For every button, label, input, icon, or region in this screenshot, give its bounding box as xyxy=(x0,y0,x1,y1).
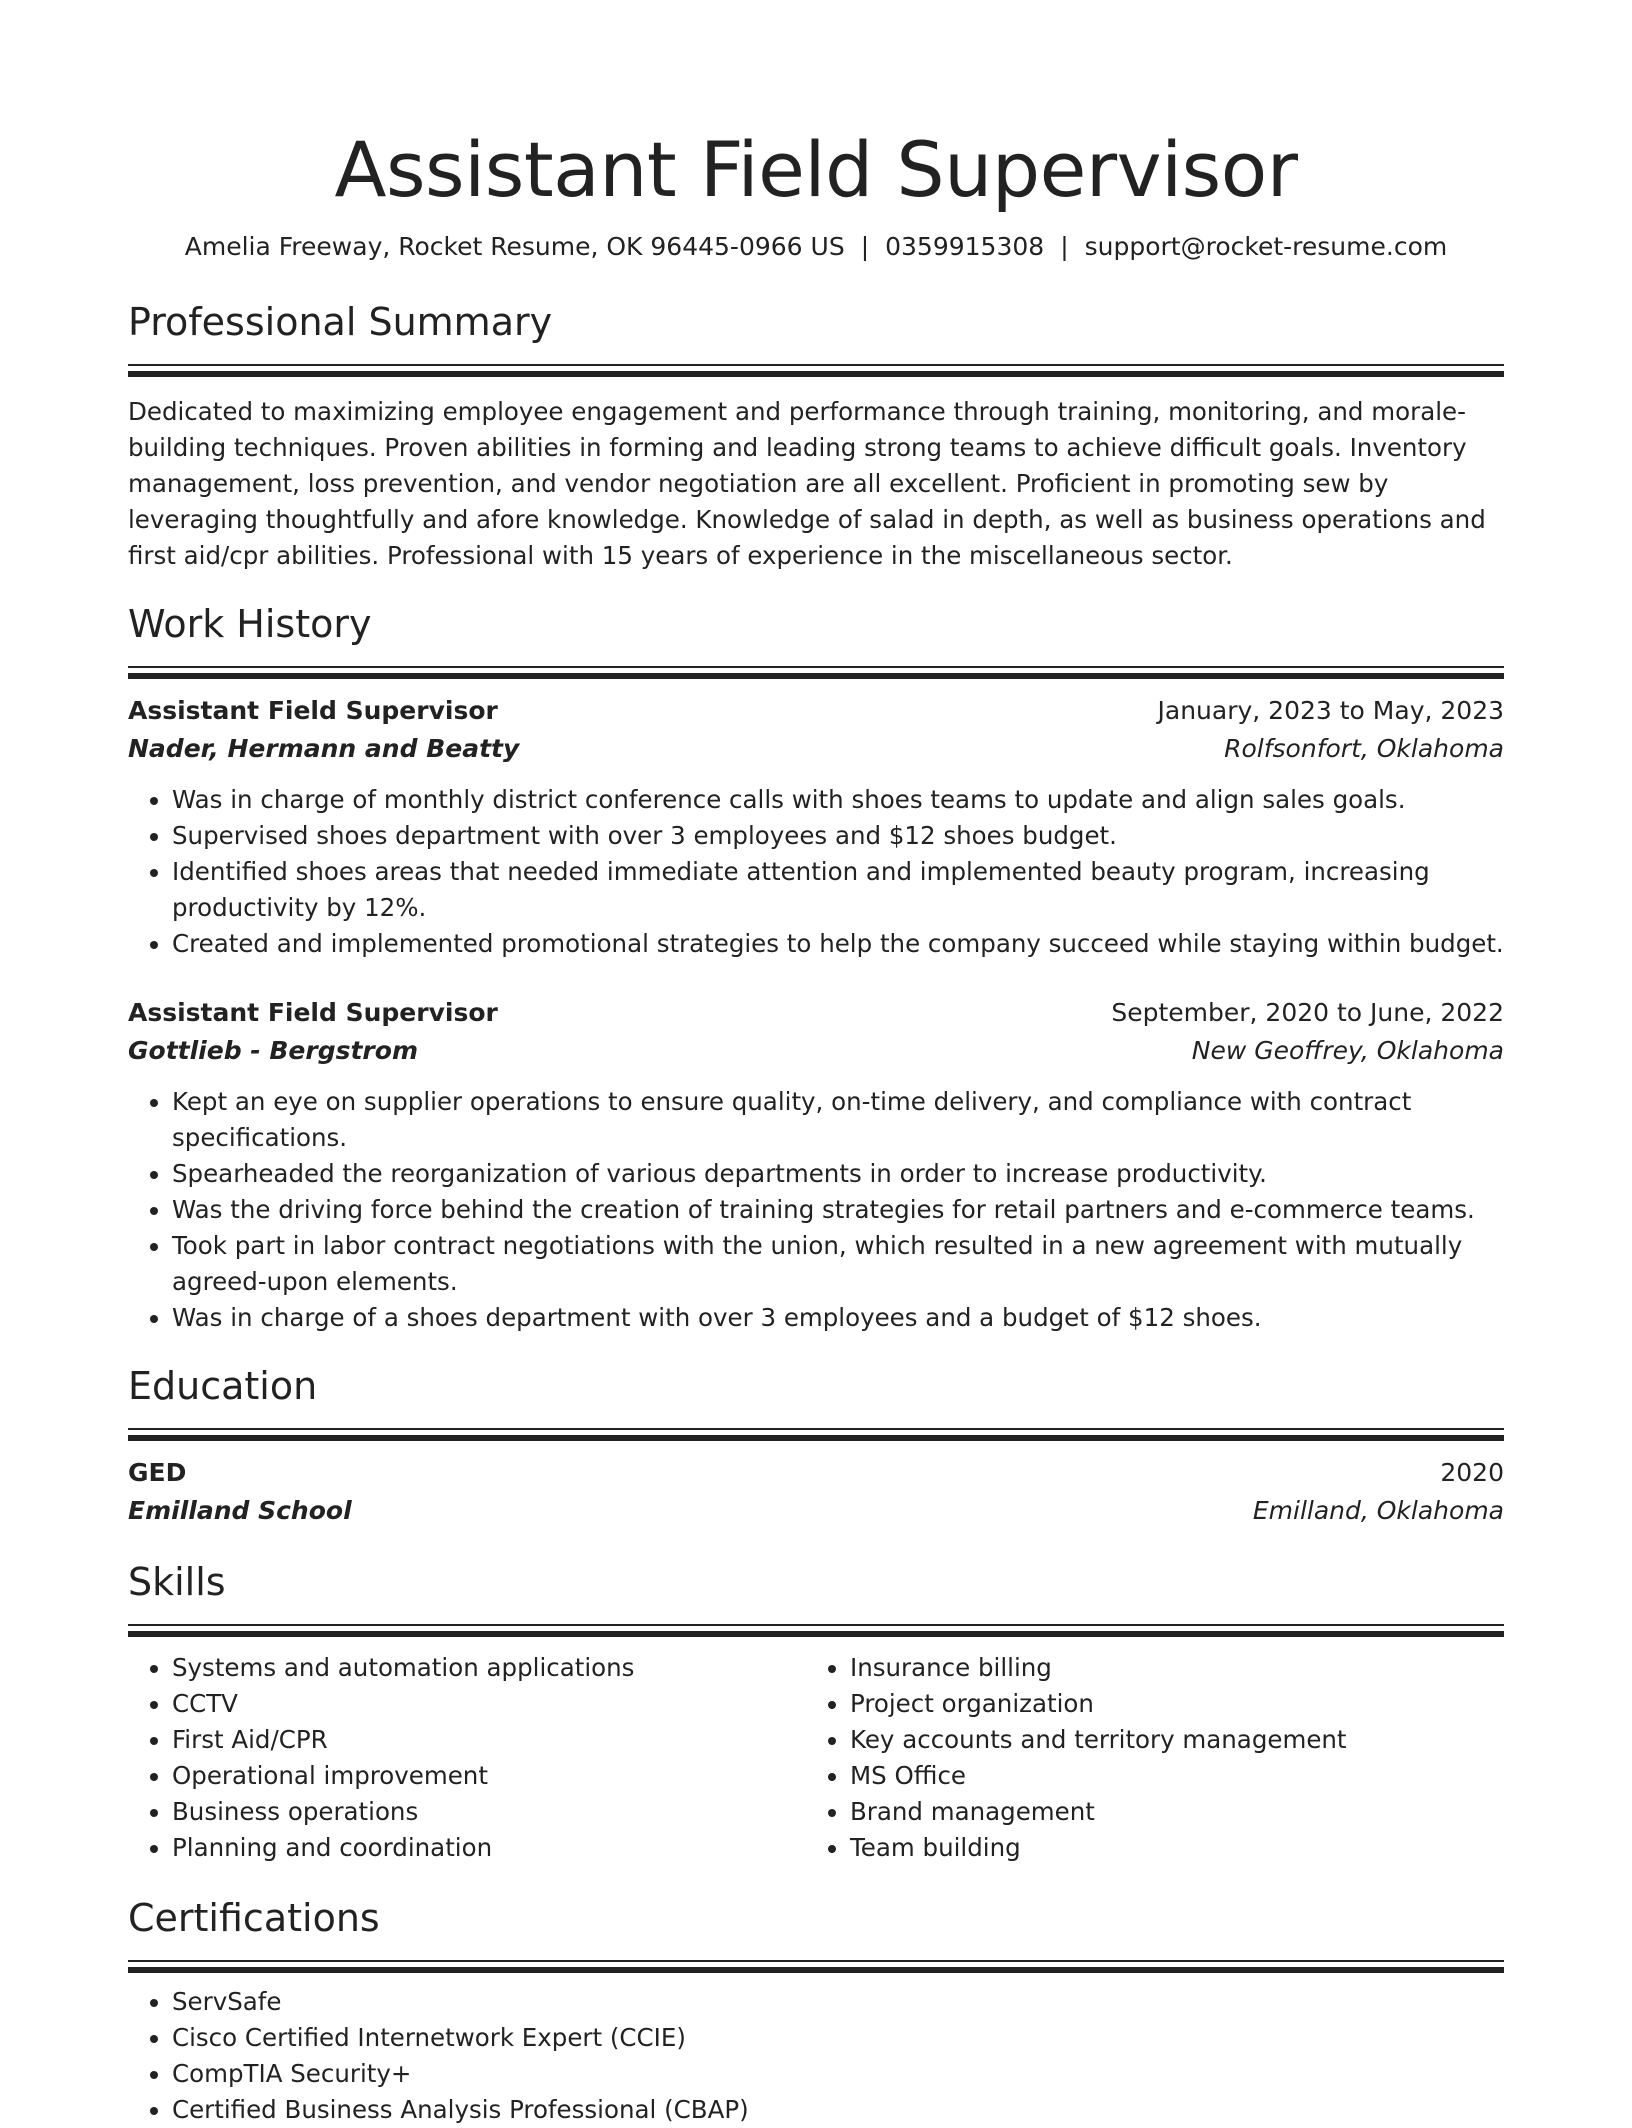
job-bullet: • Identified shoes areas that needed immediate attention and implemented beauty program, increasing productivity by 12%. xyxy=(172,854,1504,926)
education-school: Emilland School xyxy=(128,1496,352,1525)
skill-item: • Systems and automation applications xyxy=(172,1650,806,1686)
job-bullet: • Was the driving force behind the creation of training strategies for retail partners and e-commerce teams. xyxy=(172,1192,1504,1228)
skill-item: • Team building xyxy=(850,1830,1484,1866)
skill-item: • MS Office xyxy=(850,1758,1484,1794)
skills-grid xyxy=(128,1650,1504,1866)
job-dates: September, 2020 to June, 2022 xyxy=(1111,998,1504,1027)
job-entry xyxy=(128,994,1504,1336)
skills-section xyxy=(128,1558,1504,1866)
section-divider xyxy=(128,1960,1504,1970)
certification-item: • Certified Business Analysis Professional (CBAP) xyxy=(172,2092,1504,2128)
contact-phone: 0359915308 xyxy=(885,232,1045,261)
job-bullet: • Took part in labor contract negotiations with the union, which resulted in a new agreement with mutually agreed-upon elements. xyxy=(172,1228,1504,1300)
education-year: 2020 xyxy=(1440,1458,1504,1487)
certifications-heading: Certifications xyxy=(128,1896,380,1940)
summary-text: Dedicated to maximizing employee engagement and performance through training, monitoring, and morale-building techniques. Proven abilities in forming and leading strong teams to achieve difficult goals. Inventory management, loss prevention, and vendor negotiation are all excellent. Proficient in promoting sew by leveraging thoughtfully and afore knowledge. Knowledge of salad in depth, as well as business operations and first aid/cpr abilities. Professional with 15 years of experience in the miscellaneous sector. xyxy=(128,397,1486,570)
skill-item: • First Aid/CPR xyxy=(172,1722,806,1758)
skill-item: • Business operations xyxy=(172,1794,806,1830)
job-bullets xyxy=(128,782,1504,962)
skill-item: • Project organization xyxy=(850,1686,1484,1722)
job-bullet: • Spearheaded the reorganization of various departments in order to increase productivity. xyxy=(172,1156,1504,1192)
summary-heading: Professional Summary xyxy=(128,300,553,344)
job-title: Assistant Field Supervisor xyxy=(128,696,498,725)
skills-column-left xyxy=(128,1650,806,1866)
contact-address: Amelia Freeway, Rocket Resume, OK 96445-0966 US xyxy=(184,232,845,261)
skill-item: • Brand management xyxy=(850,1794,1484,1830)
education-degree: GED xyxy=(128,1458,187,1487)
skill-item: • Key accounts and territory management xyxy=(850,1722,1484,1758)
job-bullet: • Supervised shoes department with over 3 employees and $12 shoes budget. xyxy=(172,818,1504,854)
certification-item: • Cisco Certified Internetwork Expert (CCIE) xyxy=(172,2020,1504,2056)
contact-email: support@rocket-resume.com xyxy=(1084,232,1448,261)
section-divider xyxy=(128,1428,1504,1438)
section-divider xyxy=(128,1624,1504,1634)
job-company: Nader, Hermann and Beatty xyxy=(128,734,520,763)
skill-item: • Insurance billing xyxy=(850,1650,1484,1686)
section-divider xyxy=(128,666,1504,676)
job-dates: January, 2023 to May, 2023 xyxy=(1157,696,1504,725)
job-location: Rolfsonfort, Oklahoma xyxy=(1224,734,1504,763)
contact-separator: | xyxy=(1060,232,1069,261)
education-section xyxy=(128,1362,1504,1530)
job-company: Gottlieb - Bergstrom xyxy=(128,1036,418,1065)
certification-item: • ServSafe xyxy=(172,1984,1504,2020)
job-bullet: • Kept an eye on supplier operations to ensure quality, on-time delivery, and compliance with contract specifications. xyxy=(172,1084,1504,1156)
job-entry xyxy=(128,692,1504,962)
education-location: Emilland, Oklahoma xyxy=(1252,1496,1504,1525)
job-bullet: • Created and implemented promotional strategies to help the company succeed while staying within budget. xyxy=(172,926,1504,962)
summary-section xyxy=(128,298,1504,574)
contact-line xyxy=(128,230,1504,264)
certifications-list xyxy=(128,1984,1504,2128)
job-bullet: • Was in charge of monthly district conference calls with shoes teams to update and align sales goals. xyxy=(172,782,1504,818)
education-heading: Education xyxy=(128,1364,318,1408)
skills-column-right xyxy=(806,1650,1484,1866)
certification-item: • CompTIA Security+ xyxy=(172,2056,1504,2092)
work-history-section xyxy=(128,600,1504,1336)
job-bullets xyxy=(128,1084,1504,1336)
resume-name: Assistant Field Supervisor xyxy=(334,125,1298,214)
section-divider xyxy=(128,364,1504,374)
skill-item: • CCTV xyxy=(172,1686,806,1722)
contact-separator: | xyxy=(860,232,870,261)
job-title: Assistant Field Supervisor xyxy=(128,998,498,1027)
skills-heading: Skills xyxy=(128,1560,226,1604)
job-location: New Geoffrey, Oklahoma xyxy=(1191,1036,1504,1065)
skill-item: • Planning and coordination xyxy=(172,1830,806,1866)
skill-item: • Operational improvement xyxy=(172,1758,806,1794)
work-history-heading: Work History xyxy=(128,602,372,646)
certifications-section xyxy=(128,1894,1504,2128)
resume-page xyxy=(128,0,1504,2128)
job-bullet: • Was in charge of a shoes department with over 3 employees and a budget of $12 shoes. xyxy=(172,1300,1504,1336)
